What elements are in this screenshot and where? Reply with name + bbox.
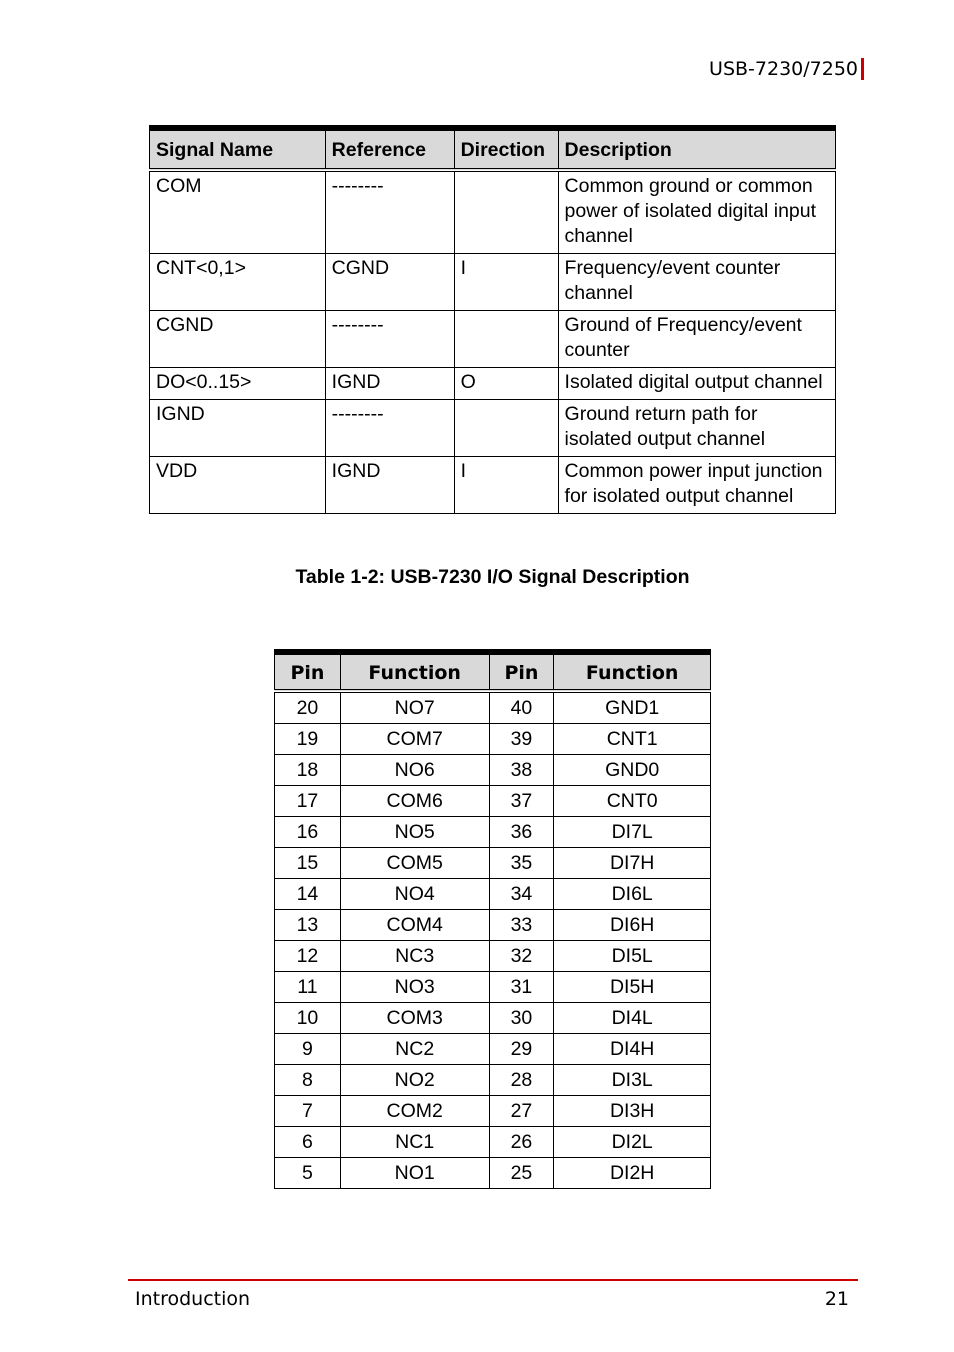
table-cell: GND0 <box>554 755 711 786</box>
table-cell: NO7 <box>340 691 489 724</box>
table-cell: 35 <box>489 848 554 879</box>
table-row <box>275 817 711 848</box>
table-cell: 14 <box>275 879 341 910</box>
table-cell: DI3H <box>554 1096 711 1127</box>
table-cell: CGND <box>150 311 326 368</box>
table-row <box>275 691 711 724</box>
table-cell: IGND <box>150 400 326 457</box>
table-row <box>275 724 711 755</box>
table-row <box>275 786 711 817</box>
table-cell: VDD <box>150 457 326 514</box>
page-header <box>709 58 864 80</box>
table-cell: DI4H <box>554 1034 711 1065</box>
table-cell: 27 <box>489 1096 554 1127</box>
table-row <box>150 400 836 457</box>
table-cell: DI7L <box>554 817 711 848</box>
table-row <box>275 1127 711 1158</box>
table-cell: COM2 <box>340 1096 489 1127</box>
table-cell: Common ground or common power of isolated digital input channel <box>558 170 835 254</box>
table-cell: I <box>454 254 558 311</box>
footer-rule <box>128 1279 858 1281</box>
table-row <box>275 1034 711 1065</box>
table-cell: 34 <box>489 879 554 910</box>
column-header: Pin <box>275 652 341 691</box>
table-cell: 33 <box>489 910 554 941</box>
table-cell: COM3 <box>340 1003 489 1034</box>
table-cell: I <box>454 457 558 514</box>
table-cell: DI3L <box>554 1065 711 1096</box>
table-cell: 19 <box>275 724 341 755</box>
column-header: Pin <box>489 652 554 691</box>
table-cell: Ground of Frequency/event counter <box>558 311 835 368</box>
table-cell: 12 <box>275 941 341 972</box>
table-cell: -------- <box>325 400 454 457</box>
table-header-row <box>150 128 836 170</box>
column-header: Function <box>554 652 711 691</box>
table-cell: 7 <box>275 1096 341 1127</box>
table-cell: NO5 <box>340 817 489 848</box>
table-cell: 40 <box>489 691 554 724</box>
table-cell: DI6L <box>554 879 711 910</box>
table-cell: 5 <box>275 1158 341 1189</box>
table-cell: 26 <box>489 1127 554 1158</box>
table-cell: CNT<0,1> <box>150 254 326 311</box>
table-cell: 16 <box>275 817 341 848</box>
signal-description-table <box>149 125 836 514</box>
table-cell: NO2 <box>340 1065 489 1096</box>
table-cell <box>454 170 558 254</box>
table-cell: COM7 <box>340 724 489 755</box>
table-cell: DO<0..15> <box>150 368 326 400</box>
table-cell: GND1 <box>554 691 711 724</box>
table-cell: NO6 <box>340 755 489 786</box>
column-header: Signal Name <box>150 128 326 170</box>
table-cell: Ground return path for isolated output channel <box>558 400 835 457</box>
table-cell: 6 <box>275 1127 341 1158</box>
table-cell: 39 <box>489 724 554 755</box>
table-cell: COM6 <box>340 786 489 817</box>
page-number: 21 <box>824 1288 849 1310</box>
table-cell <box>454 311 558 368</box>
column-header: Description <box>558 128 835 170</box>
table-cell: 32 <box>489 941 554 972</box>
table-cell: 30 <box>489 1003 554 1034</box>
table-cell: Frequency/event counter channel <box>558 254 835 311</box>
table-row <box>275 1065 711 1096</box>
table-cell: O <box>454 368 558 400</box>
table-cell: 13 <box>275 910 341 941</box>
table-row <box>275 941 711 972</box>
table-cell: DI2L <box>554 1127 711 1158</box>
table-cell: COM4 <box>340 910 489 941</box>
table-cell: DI7H <box>554 848 711 879</box>
table-row <box>275 1158 711 1189</box>
table-cell: CGND <box>325 254 454 311</box>
table-row <box>150 368 836 400</box>
table-cell: COM5 <box>340 848 489 879</box>
table-cell: 28 <box>489 1065 554 1096</box>
table-cell <box>454 400 558 457</box>
table-cell: DI6H <box>554 910 711 941</box>
table-cell: DI2H <box>554 1158 711 1189</box>
column-header: Reference <box>325 128 454 170</box>
table-cell: NO1 <box>340 1158 489 1189</box>
table-cell: 20 <box>275 691 341 724</box>
table-row <box>150 457 836 514</box>
table-row <box>150 170 836 254</box>
table-cell: NC3 <box>340 941 489 972</box>
table-cell: COM <box>150 170 326 254</box>
table-cell: 31 <box>489 972 554 1003</box>
table-row <box>275 910 711 941</box>
column-header: Direction <box>454 128 558 170</box>
table-cell: 38 <box>489 755 554 786</box>
table-cell: NC1 <box>340 1127 489 1158</box>
table-cell: 18 <box>275 755 341 786</box>
table-cell: 25 <box>489 1158 554 1189</box>
table-header-row <box>275 652 711 691</box>
table-cell: IGND <box>325 457 454 514</box>
table-cell: 10 <box>275 1003 341 1034</box>
table-cell: 17 <box>275 786 341 817</box>
table-row <box>275 848 711 879</box>
table-cell: 36 <box>489 817 554 848</box>
table-cell: 29 <box>489 1034 554 1065</box>
table-row <box>150 254 836 311</box>
table-cell: 37 <box>489 786 554 817</box>
table-row <box>275 879 711 910</box>
table-cell: Isolated digital output channel <box>558 368 835 400</box>
table-cell: 9 <box>275 1034 341 1065</box>
table-row <box>275 755 711 786</box>
table-cell: CNT0 <box>554 786 711 817</box>
table-cell: IGND <box>325 368 454 400</box>
table-cell: -------- <box>325 311 454 368</box>
table-cell: NC2 <box>340 1034 489 1065</box>
table-row <box>275 1096 711 1127</box>
table-cell: -------- <box>325 170 454 254</box>
table-row <box>275 972 711 1003</box>
table-cell: NO3 <box>340 972 489 1003</box>
table-row <box>275 1003 711 1034</box>
header-accent-bar <box>861 58 864 80</box>
table-cell: 11 <box>275 972 341 1003</box>
table-cell: DI4L <box>554 1003 711 1034</box>
table-cell: 8 <box>275 1065 341 1096</box>
table-caption: Table 1-2: USB-7230 I/O Signal Description <box>295 566 690 588</box>
table-cell: DI5L <box>554 941 711 972</box>
table-cell: DI5H <box>554 972 711 1003</box>
table-cell: Common power input junction for isolated output channel <box>558 457 835 514</box>
table-cell: CNT1 <box>554 724 711 755</box>
footer-section: Introduction <box>135 1288 251 1310</box>
header-title: USB-7230/7250 <box>709 58 858 80</box>
table-row <box>150 311 836 368</box>
column-header: Function <box>340 652 489 691</box>
pin-assignment-table <box>274 649 711 1189</box>
table-cell: 15 <box>275 848 341 879</box>
table-cell: NO4 <box>340 879 489 910</box>
